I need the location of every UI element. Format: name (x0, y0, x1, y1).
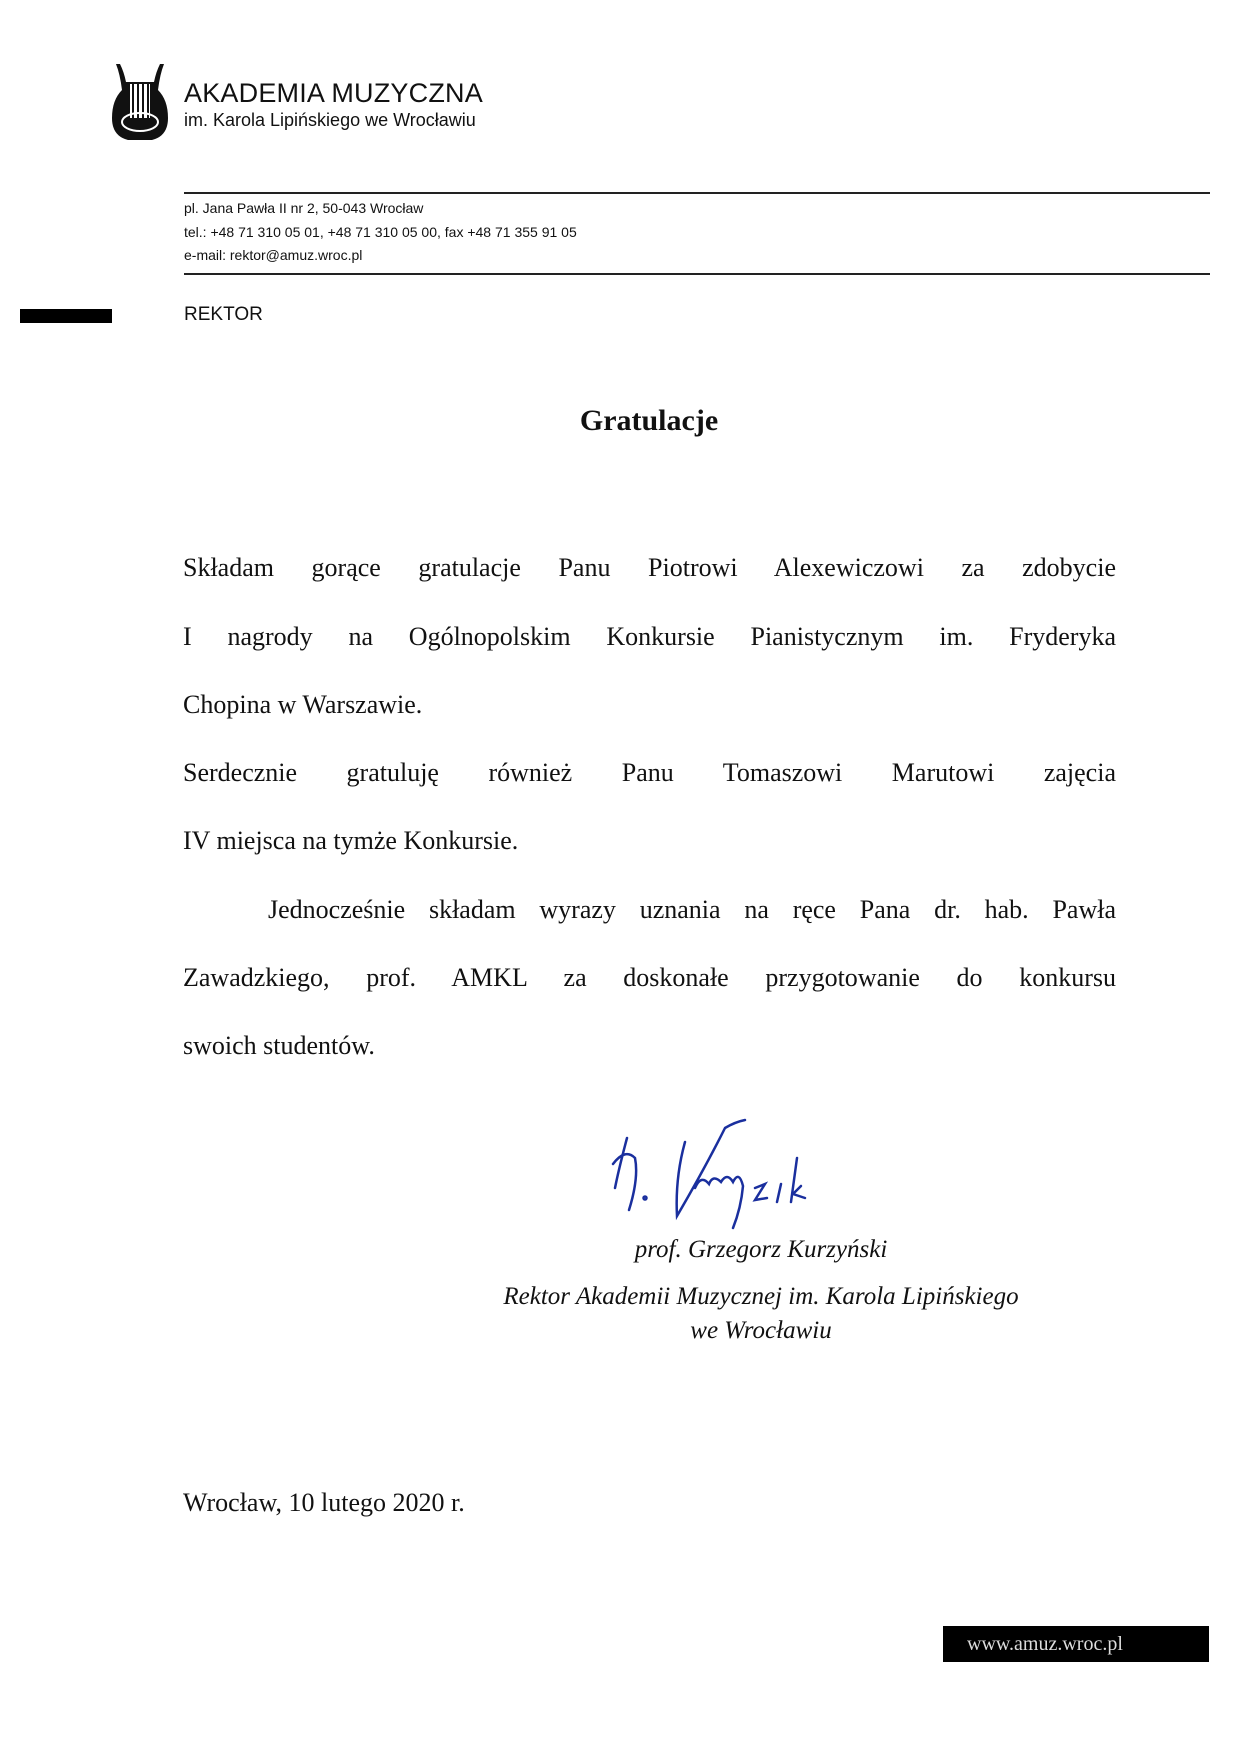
phone: tel.: +48 71 310 05 01, +48 71 310 05 00, fax +48 71 355 91 05 (184, 224, 577, 240)
body-line: Zawadzkiego, prof. AMKL za doskonałe przygotowanie do konkursu (183, 963, 1116, 992)
handwritten-signature (605, 1118, 885, 1230)
email: e-mail: rektor@amuz.wroc.pl (184, 247, 363, 263)
org-subtitle: im. Karola Lipińskiego we Wrocławiu (184, 110, 476, 130)
letter-title: Gratulacje (579, 404, 719, 437)
body-line: Składam gorące gratulacje Panu Piotrowi Alexewiczowi za zdobycie (183, 553, 1116, 582)
divider (184, 273, 1210, 275)
body-line: I nagrody na Ogólnopolskim Konkursie Pianistycznym im. Fryderyka (183, 622, 1116, 651)
letter-date: Wrocław, 10 lutego 2020 r. (183, 1488, 465, 1517)
signatory-role: Rektor Akademii Muzycznej im. Karola Lipińskiego (503, 1283, 1019, 1310)
body-line: swoich studentów. (183, 1031, 375, 1060)
department-label: REKTOR (184, 304, 263, 325)
body-line: Jednocześnie składam wyrazy uznania na ręce Pana dr. hab. Pawła (268, 895, 1116, 924)
address: pl. Jana Pawła II nr 2, 50-043 Wrocław (184, 200, 424, 216)
signatory-role-city: we Wrocławiu (690, 1317, 832, 1344)
divider (184, 192, 1210, 194)
signatory-name: prof. Grzegorz Kurzyński (634, 1236, 888, 1263)
website-footer: www.amuz.wroc.pl (943, 1626, 1209, 1662)
redaction-bar (20, 309, 112, 323)
body-line: Chopina w Warszawie. (183, 690, 423, 719)
body-line: Serdecznie gratuluję również Panu Tomaszowi Marutowi zajęcia (183, 758, 1116, 787)
body-line: IV miejsca na tymże Konkursie. (183, 826, 519, 855)
lyre-logo-icon (110, 60, 170, 142)
org-name: AKADEMIA MUZYCZNA (184, 78, 483, 108)
